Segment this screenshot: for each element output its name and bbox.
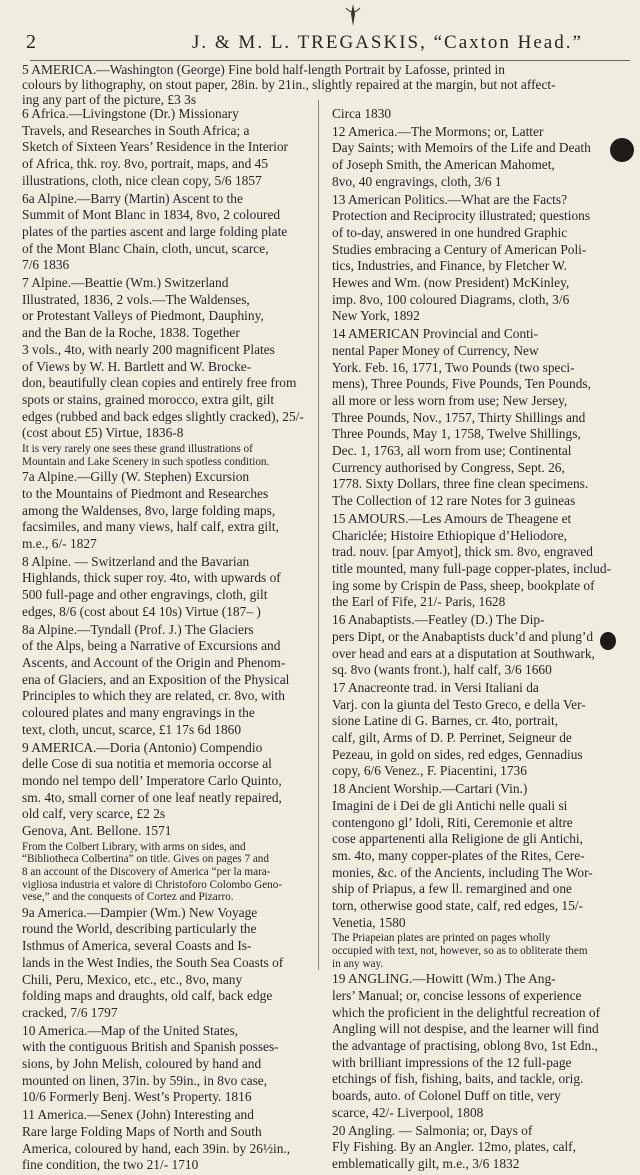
entry-line: spots or stains, grained morocco, extra gilt, gilt (22, 391, 275, 407)
entry-line: title mounted, many full-page copper-plates, includ- (332, 560, 611, 576)
entry-line: plates of the parties ascent and large folding plate (22, 223, 288, 239)
entry-line: cracked, 7/6 1797 (22, 1004, 118, 1020)
entry-line: coloured plates and many engravings in the (22, 705, 255, 721)
entry-line: old calf, very scarce, £2 2s (22, 806, 166, 822)
entry-line: all more or less worn from use; New Jersey, (332, 392, 568, 408)
entry-line: Circa 1830 (332, 106, 392, 121)
entry-line: Chariclée; Histoire Ethiopique d’Heliodore, (332, 527, 568, 543)
entry-line: 17 Anacreonte trad. in Versi Italiani da (332, 679, 539, 695)
entry-line: etchings of fish, fishing, baits, and tackle, orig. (332, 1071, 584, 1087)
entry-line: the Earl of Fife, 21/- Paris, 1628 (332, 594, 506, 610)
entry-line: of the Alps, being a Narrative of Excursions and (22, 638, 281, 654)
catalogue-entry (332, 1123, 630, 1173)
entry-line: 19 ANGLING.—Howitt (Wm.) The Ang- (332, 971, 556, 987)
right-column (332, 106, 630, 1174)
entry-line: 7/6 1836 (22, 257, 70, 273)
entry-line: York. Feb. 16, 1771, Two Pounds (two speci- (332, 359, 575, 375)
entry-line: which the proficient in the delightful recreation of (332, 1004, 601, 1020)
lead-entry (22, 62, 632, 108)
entry-line: 16 Anabaptists.—Featley (D.) The Dip- (332, 612, 545, 628)
catalogue-entry (22, 1023, 312, 1107)
entry-line: 9a America.—Dampier (Wm.) New Voyage (22, 904, 258, 920)
ink-blot (610, 138, 634, 162)
entry-line: Highlands, thick super roy. 4to, with upwards of (22, 570, 281, 586)
running-title: J. & M. L. TREGASKIS, “Caxton Head.” (192, 32, 583, 53)
entry-line: facsimiles, and many views, half calf, extra gilt, (22, 519, 279, 535)
catalogue-entry (22, 554, 312, 621)
entry-line: trad. nouv. [par Amyot], thick sm. 8vo, engraved (332, 544, 593, 560)
catalogue-entry (22, 62, 632, 107)
catalogue-entry (332, 680, 630, 780)
catalogue-entry (22, 191, 312, 275)
entry-line: (cost about £5) Virtue, 1836-8 (22, 425, 184, 441)
page-number: 2 (26, 31, 36, 53)
entry-line: 6 Africa.—Livingstone (Dr.) Missionary (22, 106, 239, 121)
entry-line: torn, otherwise good state, calf, red edges, 15/- (332, 898, 583, 914)
entry-line: The Priapeian plates are printed on pages wholly (332, 932, 551, 945)
entry-line: Varj. con la giunta del Testo Greco, e della Ver- (332, 696, 586, 712)
entry-line: Fly Fishing. By an Angler. 12mo, plates, calf, (332, 1139, 576, 1155)
entry-line: vese,” and the conquests of Cortez and Pizarro. (22, 891, 234, 904)
entry-line: 1778. Sixty Dollars, three fine clean specimens. (332, 476, 589, 492)
entry-line: fine condition, the two 21/- 1710 (22, 1157, 199, 1173)
entry-line: scarce, 42/- Liverpool, 1808 (332, 1104, 484, 1120)
entry-line: Genova, Ant. Bellone. 1571 (22, 823, 172, 839)
entry-line: mondo nel tempo dell’ Imperatore Carlo Quinto, (22, 772, 282, 788)
entry-line: ing some by Crispin de Pass, sheep, bookplate of (332, 577, 595, 593)
entry-line: It is very rarely one sees these grand illustrations of (22, 443, 253, 456)
entry-line: pers Dipt, or the Anabaptists duck’d and plung’d (332, 628, 594, 644)
entry-line: in any way. (332, 957, 384, 970)
catalogue-entry (332, 124, 630, 191)
entry-line: Protection and Reciprocity illustrated; questions (332, 208, 591, 224)
entry-line: text, cloth, uncut, scarce, £1 17s 6d 1860 (22, 721, 242, 737)
entry-line: of the Mont Blanc Chain, cloth, uncut, scarce, (22, 240, 269, 256)
entry-line: ing any part of the picture, £3 3s (22, 92, 197, 107)
catalogue-entry (22, 106, 312, 190)
entry-line: of to-day, answered in one hundred Graphic (332, 224, 568, 240)
entry-line: the advantage of practising, oblong 8vo, 1st Edn., (332, 1038, 598, 1054)
entry-line: sm. 4to, many copper-plates of the Rites, Cere- (332, 847, 585, 863)
entry-line: Currency authorised by Congress, Sept. 26, (332, 459, 565, 475)
ink-blot (600, 632, 616, 650)
entry-line: Ascents, and Account of the Origin and Phenom- (22, 654, 286, 670)
entry-line: 500 full-page and other engravings, cloth, gilt (22, 587, 268, 603)
catalogue-entry (332, 192, 630, 326)
catalogue-entry (332, 106, 630, 123)
entry-line: or Protestant Valleys of Piedmont, Dauphiny, (22, 308, 264, 324)
catalogue-entry (332, 971, 630, 1121)
entry-line: Hewes and Wm. (now President) McKinley, (332, 275, 570, 291)
entry-line: Isthmus of America, several Coasts and Is- (22, 938, 252, 954)
entry-line: ena of Glaciers, and an Exposition of the Physical (22, 671, 290, 687)
entry-line: delle Cose di sua notitia et memoria occorse al (22, 756, 272, 772)
entry-line: of Africa, thk. roy. 8vo, portrait, maps, and 45 (22, 156, 269, 172)
entry-line: over head and ears at a disputation at Southwark, (332, 645, 595, 661)
entry-line: nental Paper Money of Currency, New (332, 342, 539, 358)
entry-line: round the World, describing particularly the (22, 921, 257, 937)
entry-line: Imagini de i Dei de gli Antichi nelle quali si (332, 797, 568, 813)
entry-line: Summit of Mont Blanc in 1834, 8vo, 2 coloured (22, 207, 281, 223)
entry-line: 20 Angling. — Salmonia; or, Days of (332, 1122, 533, 1138)
catalogue-entry (332, 511, 630, 611)
entry-line: Rare large Folding Maps of North and South (22, 1123, 262, 1139)
entry-line: 8vo, 40 engravings, cloth, 3/6 1 (332, 173, 502, 189)
entry-line: 12 America.—The Mormons; or, Latter (332, 123, 544, 139)
entry-line: Pezeau, in gold on sides, red edges, Gennadius (332, 746, 583, 762)
entry-line: 3 vols., 4to, with nearly 200 magnificent Plates (22, 341, 275, 357)
header-rule (30, 60, 630, 61)
entry-line: Three Pounds, Nov., 1757, Thirty Shillings and (332, 409, 586, 425)
entry-line: Three Pounds, May 1, 1758, Twelve Shillings, (332, 426, 581, 442)
catalogue-entry (332, 781, 630, 931)
entry-line: of Joseph Smith, the American Mahomet, (332, 157, 555, 173)
entry-line: boards, auto. of Colonel Duff on title, very (332, 1088, 561, 1104)
entry-line: sq. 8vo (wants front.), half calf, 3/6 1660 (332, 662, 552, 678)
catalogue-entry (332, 612, 630, 679)
entry-line: Mountain and Lake Scenery in such spotless condition. (22, 455, 270, 468)
entry-line: Venetia, 1580 (332, 914, 406, 930)
entry-line: 10/6 Formerly Benj. West’s Property. 1816 (22, 1089, 252, 1105)
entry-line: Travels, and Researches in South Africa; a (22, 122, 250, 138)
catalogue-entry (22, 622, 312, 739)
entry-line: Angling will not despise, and the learner will find (332, 1021, 599, 1037)
entry-line: to the Mountains of Piedmont and Researches (22, 485, 269, 501)
entry-line: edges, 8/6 (cost about £4 10s) Virtue (187– ) (22, 603, 261, 619)
catalogue-entry (22, 1107, 312, 1174)
entry-line: vigliosa industria et valore di Christoforo Colombo Geno- (22, 878, 283, 891)
entry-note (332, 932, 630, 970)
entry-line: sions, by John Melish, coloured by hand and (22, 1056, 262, 1072)
entry-line: The Collection of 12 rare Notes for 3 guineas (332, 493, 576, 509)
entry-line: edges (rubbed and back edges slightly cracked), 25/- (22, 408, 304, 424)
catalogue-entry (22, 275, 312, 442)
entry-note (22, 841, 312, 904)
entry-line: Studies embracing a Century of American Poli- (332, 241, 587, 257)
entry-line: 13 American Politics.—What are the Facts? (332, 191, 568, 207)
entry-line: 8a Alpine.—Tyndall (Prof. J.) The Glaciers (22, 621, 254, 637)
entry-line: lands in the West Indies, the South Sea Coasts of (22, 954, 284, 970)
entry-line: 10 America.—Map of the United States, (22, 1022, 239, 1038)
entry-line: emblematically gilt, m.e., 3/6 1832 (332, 1155, 520, 1171)
entry-line: 8 Alpine. — Switzerland and the Bavarian (22, 553, 250, 569)
entry-line: illustrations, cloth, nice clean copy, 5/6 1857 (22, 172, 262, 188)
entry-line: with the contiguous British and Spanish posses- (22, 1039, 279, 1055)
entry-line: m.e., 6/- 1827 (22, 536, 97, 552)
entry-line: with brilliant impressions of the 12 full-page (332, 1054, 572, 1070)
entry-line: ship of Priapus, a few ll. remargined and one (332, 881, 572, 897)
entry-line: From the Colbert Library, with arms on sides, and (22, 840, 246, 853)
entry-line: 7 Alpine.—Beattie (Wm.) Switzerland (22, 275, 229, 291)
entry-line: Illustrated, 1836, 2 vols.—The Waldenses, (22, 291, 250, 307)
entry-line: among the Waldenses, 8vo, large folding maps, (22, 502, 276, 518)
page-header (20, 30, 630, 58)
left-column (22, 106, 312, 1175)
entry-line: Dec. 1, 1763, all worn from use; Continental (332, 443, 572, 459)
entry-line: monies, &c. of the Ancients, including The Wor- (332, 864, 593, 880)
entry-line: copy, 6/6 Venez., F. Piacentini, 1736 (332, 763, 527, 779)
entry-line: 5 AMERICA.—Washington (George) Fine bold half-length Portrait by Lafosse, printed in (22, 62, 505, 77)
entry-line: 18 Ancient Worship.—Cartari (Vin.) (332, 781, 528, 797)
entry-line: “Bibliotheca Colbertina” on title. Gives on pages 7 and (22, 853, 269, 866)
entry-line: 14 AMERICAN Provincial and Conti- (332, 326, 539, 342)
entry-line: 8 an account of the Discovery of America “per la mara- (22, 865, 271, 878)
entry-line: of Views by W. H. Bartlett and W. Brocke- (22, 358, 252, 374)
entry-note (22, 443, 312, 468)
entry-line: mounted on linen, 37in. by 59in., in 8vo case, (22, 1072, 268, 1088)
entry-line: 7a Alpine.—Gilly (W. Stephen) Excursion (22, 469, 250, 485)
catalogue-entry (22, 740, 312, 840)
entry-line: mens), Three Pounds, Five Pounds, Ten Pounds, (332, 376, 591, 392)
entry-line: Day Saints; with Memoirs of the Life and Death (332, 140, 591, 156)
entry-line: America, coloured by hand, each 39in. by 26½in., (22, 1140, 291, 1156)
entry-line: sm. 4to, small corner of one leaf neatly repaired, (22, 789, 282, 805)
catalogue-entry (332, 326, 630, 510)
entry-line: Sketch of Sixteen Years’ Residence in the Interior (22, 139, 289, 155)
entry-line: contengono gl’ Idoli, Riti, Ceremonie et altre (332, 814, 573, 830)
entry-line: 15 AMOURS.—Les Amours de Theagene et (332, 510, 572, 526)
entry-line: New York, 1892 (332, 308, 420, 324)
catalogue-entry (22, 905, 312, 1022)
entry-line: 11 America.—Senex (John) Interesting and (22, 1107, 254, 1123)
entry-line: colours by lithography, on stout paper, 28in. by 21in., slightly repaired at the margin, but not affect- (22, 77, 556, 92)
entry-line: tics, Industries, and Finance, by Fletcher W. (332, 258, 568, 274)
entry-line: don, beautifully clean copies and entirely free from (22, 375, 297, 391)
entry-line: and the Ban de la Roche, 1838. Together (22, 325, 240, 341)
ornament-icon (338, 0, 368, 30)
entry-line: lers’ Manual; or, concise lessons of experience (332, 987, 582, 1003)
entry-line: 9 AMERICA.—Doria (Antonio) Compendio (22, 739, 263, 755)
column-divider (318, 100, 319, 970)
entry-line: sione Latine di G. Barnes, cr. 4to, portrait, (332, 713, 559, 729)
entry-line: imp. 8vo, 100 coloured Diagrams, cloth, 3/6 (332, 291, 570, 307)
catalogue-entry (22, 469, 312, 553)
entry-line: 6a Alpine.—Barry (Martin) Ascent to the (22, 190, 243, 206)
entry-line: cose appartenenti alla Religione de gli Antichi, (332, 831, 583, 847)
entry-line: occupied with text, not, however, so as to obliterate them (332, 945, 588, 958)
entry-line: calf, gilt, Arms of D. P. Perrinet, Seigneur de (332, 730, 572, 746)
entry-line: Chili, Peru, Mexico, etc., etc., 8vo, many (22, 971, 243, 987)
entry-line: folding maps and draughts, old calf, back edge (22, 988, 273, 1004)
entry-line: Principles to which they are related, cr. 8vo, with (22, 688, 285, 704)
